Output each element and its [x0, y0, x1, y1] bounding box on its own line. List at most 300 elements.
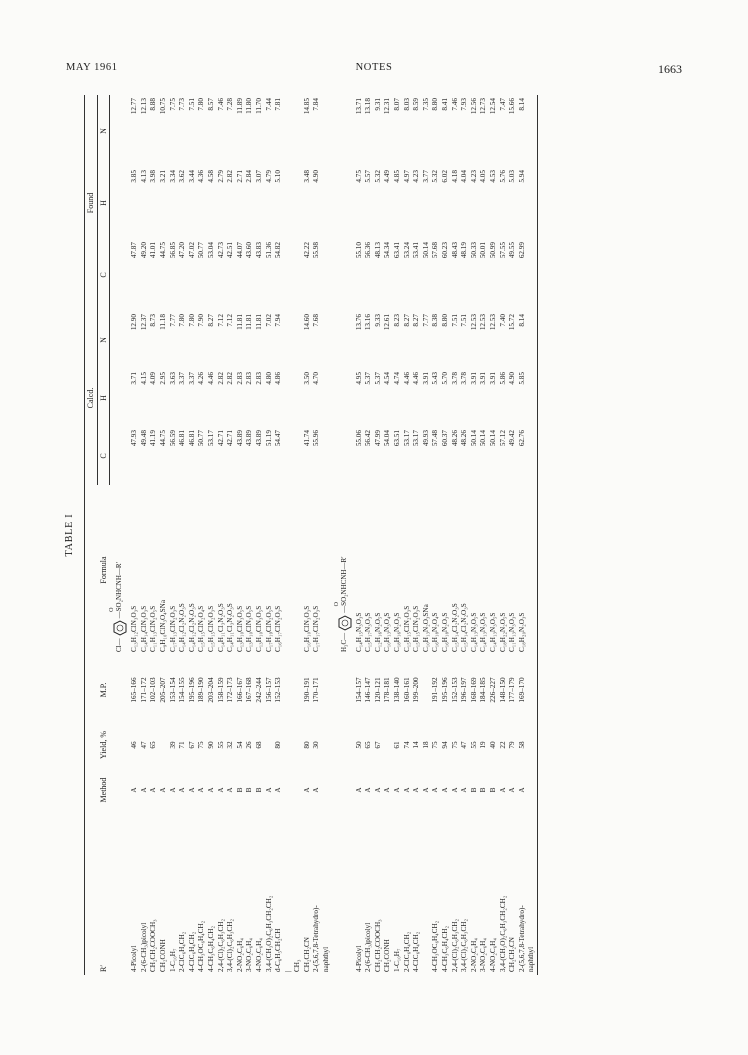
cell-cc: 62.76 [517, 430, 526, 447]
cell-ch: 4.74 [393, 372, 402, 385]
cell-fh: 3.07 [254, 170, 263, 183]
cell-r: CH₂CH₂CN [508, 937, 517, 972]
cell-yield [265, 725, 275, 765]
cell-r: 2-(5,6,7,8-Tetrahydro)- [517, 905, 526, 972]
cell-r: 2-(6-CH₃)picolyl [364, 922, 373, 972]
cell-yield: 90 [206, 741, 215, 749]
cell-cn: 8.73 [149, 314, 158, 327]
cell-formula: C₁₄H₁₂Cl₂N₂O₃S [187, 603, 196, 652]
cell-fc [284, 239, 294, 311]
cell-fc: 50.77 [197, 242, 206, 259]
cell-fc: 42.73 [216, 242, 225, 259]
cell-fn: 12.31 [383, 98, 392, 115]
cell-yield: 18 [421, 741, 430, 749]
cell-r: 4-Picolyl [130, 945, 139, 972]
cell-method: A [508, 787, 517, 793]
cell-formula: C₁₁H₁₃ClN₂O₅S [149, 605, 158, 652]
cell-ch: 2.82 [216, 372, 225, 385]
cell-fh: 3.77 [421, 170, 430, 183]
cell-r: 3,4-(CH₃O)₂C₆H₃CH₂CH₂ [498, 895, 507, 972]
cell-r: 4-ClC₆H₄CH₂ [412, 931, 421, 972]
cell-mp: 199–200 [412, 677, 421, 703]
cell-fc: 47.02 [187, 242, 196, 259]
table-row [293, 95, 303, 975]
cell-fh: 3.98 [149, 170, 158, 183]
cell-r: 4-NO₂C₆H₄ [488, 938, 497, 972]
cell-mp: 196–197 [460, 677, 469, 703]
cell-r: 3-NO₂C₆H₄ [245, 938, 254, 972]
cell-yield: 75 [197, 741, 206, 749]
cell-fc: 53.41 [412, 242, 421, 259]
cell-formula [527, 485, 537, 655]
cell-fn: 15.66 [508, 98, 517, 115]
cell-r: CH₂CONH [383, 939, 392, 972]
cell-fn: 8.41 [441, 98, 449, 111]
cell-ch [322, 369, 332, 427]
cell-fc [293, 239, 303, 311]
cell-cc: 48.26 [450, 430, 459, 447]
cell-yield: 30 [312, 741, 321, 749]
table-row [431, 95, 441, 975]
cell-cc [284, 427, 294, 485]
cell-yield: 40 [488, 741, 497, 749]
cell-formula [322, 485, 332, 655]
cell-cc: 55.06 [354, 430, 363, 447]
cell-method: A [364, 787, 373, 793]
table-row [207, 95, 217, 975]
cell-r: 1-C₁₀H₇ [168, 948, 177, 972]
structure-chain: —SO₂NHCNH—R′ [115, 561, 124, 619]
cell-formula: C₁₃H₁₂ClN₃O₃S [130, 605, 139, 652]
header-method: Method [85, 765, 110, 815]
cell-cc: 63.51 [393, 430, 402, 447]
cell-cn: 7.77 [168, 314, 177, 327]
cell-cc: 56.42 [364, 430, 373, 447]
cell-fc: 50.14 [421, 242, 430, 259]
cell-ch: 4.80 [264, 372, 273, 385]
cell-ch: 4.46 [412, 372, 421, 385]
cell-method: B [235, 787, 244, 793]
cell-fh: 4.36 [197, 170, 206, 183]
cell-mp: 184–185 [479, 677, 488, 703]
cell-method: A [264, 787, 273, 793]
cell-fc [527, 239, 537, 311]
cell-mp: 190–191 [302, 677, 311, 703]
cell-fh: 4.13 [139, 170, 148, 183]
cell-cc: 50.77 [197, 430, 206, 447]
cell-fn: 8.14 [517, 98, 526, 111]
cell-r: 4-NO₂C₆H₄ [254, 938, 263, 972]
cell-fh: 2.84 [245, 170, 254, 183]
cell-yield: 32 [226, 741, 235, 749]
page-number: 1663 [658, 62, 682, 76]
cell-cc: 47.99 [373, 430, 382, 447]
cell-method: A [312, 787, 321, 793]
cell-fc: 63.41 [393, 242, 402, 259]
cell-method: B [245, 787, 254, 793]
cell-r: CH₂CONH [158, 939, 167, 972]
cell-fn: 7.28 [226, 98, 235, 111]
cell-cn: 12.61 [383, 314, 392, 331]
cell-cn: 8.80 [441, 314, 449, 327]
cell-formula: C₁₆H₁₈N₂O₄S [431, 612, 440, 652]
cell-cc: 49.93 [421, 430, 430, 447]
cell-yield: 71 [178, 741, 187, 749]
cell-fn [284, 95, 294, 167]
cell-ch: 5.86 [498, 372, 507, 385]
cell-cc: 55.96 [312, 430, 321, 447]
header-found-n: N [97, 95, 110, 167]
cell-fc: 49.20 [139, 242, 148, 259]
table-row [441, 95, 451, 975]
table-row [422, 95, 432, 975]
cell-r: CH₃ [293, 959, 302, 972]
cell-fn: 12.73 [479, 98, 488, 115]
cell-cc: 47.93 [130, 430, 139, 447]
table-row [312, 95, 322, 975]
header-found-h: H [97, 167, 110, 239]
cell-fc: 56.85 [168, 242, 177, 259]
cell-fn: 14.85 [302, 98, 311, 115]
cell-cc: 46.81 [178, 430, 187, 447]
cell-cn: 8.27 [412, 314, 421, 327]
cell-method: A [354, 787, 363, 793]
cell-cc: 41.19 [149, 430, 158, 447]
cell-yield: 79 [508, 741, 517, 749]
cell-fc: 50.99 [488, 242, 497, 259]
cell-method: A [383, 787, 392, 793]
cell-cc: 53.17 [402, 430, 411, 447]
cell-fh: 4.58 [206, 170, 215, 183]
cell-fc: 55.98 [312, 242, 321, 259]
cell-mp: 242–244 [254, 677, 263, 703]
cell-method: A [187, 787, 196, 793]
header-calcd-n: N [97, 311, 110, 369]
cell-ch: 3.71 [130, 372, 139, 385]
cell-ch: 4.26 [197, 372, 206, 385]
cell-fh: 3.44 [187, 170, 196, 183]
cell-mp: 156–157 [264, 677, 273, 703]
cell-formula: C₁₇H₁₉ClN₂O₅S [264, 605, 273, 652]
cell-cc: 43.89 [235, 430, 244, 447]
cell-mp: 120–121 [373, 677, 382, 703]
cell-mp: 226–227 [488, 677, 497, 703]
table-row [412, 95, 422, 975]
cell-fh: 5.76 [498, 170, 507, 183]
cell-fc: 60.23 [441, 242, 449, 259]
cell-cn: 14.60 [302, 314, 311, 331]
cell-fh: 5.57 [364, 170, 373, 183]
cell-formula: C₁₅H₁₄Cl₂N₂O₃S [450, 603, 459, 652]
cell-fn: 7.73 [178, 98, 187, 111]
cell-ch: 2.95 [158, 372, 167, 385]
cell-yield: 54 [235, 741, 244, 749]
cell-cc: 57.48 [431, 430, 440, 447]
cell-ch: 3.91 [421, 372, 430, 385]
cell-fc: 41.01 [149, 242, 158, 259]
cell-fc: 48.19 [460, 242, 469, 259]
cell-fh: 5.32 [431, 170, 440, 183]
cell-cn: 8.38 [431, 314, 440, 327]
cell-fc: 57.55 [498, 242, 507, 259]
cell-formula: C₁₅H₁₅ClN₂O₄S [197, 605, 206, 652]
cell-r: 1-C₁₀H₇ [393, 948, 402, 972]
cell-method: A [393, 787, 402, 793]
cell-r: 3,4-(Cl)₂C₆H₃CH₂ [226, 919, 235, 972]
cell-r: | [283, 970, 292, 972]
cell-ch: 4.54 [383, 372, 392, 385]
table-row [149, 95, 159, 975]
cell-fh: 4.97 [402, 170, 411, 183]
cell-fh: 4.23 [412, 170, 421, 183]
cell-ch: 2.83 [245, 372, 254, 385]
cell-cn: 7.77 [421, 314, 430, 327]
cell-fn [322, 95, 332, 167]
table-row [178, 95, 188, 975]
cell-cn: 11.18 [158, 314, 167, 330]
cell-r: CH₂CH₂COOCH₃ [149, 919, 158, 972]
cell-mp: 165–166 [130, 677, 139, 703]
cell-mp: 203–204 [206, 677, 215, 703]
cell-yield: 47 [460, 741, 469, 749]
cell-ch: 3.91 [469, 372, 478, 385]
table-caption: TABLE I [64, 513, 75, 557]
cell-yield: 39 [168, 741, 177, 749]
table-row [322, 95, 332, 975]
cell-fc: 48.43 [450, 242, 459, 259]
cell-cn: 12.37 [139, 314, 148, 331]
cell-ch: 3.50 [302, 372, 311, 385]
cell-method: A [450, 787, 459, 793]
carbonyl-label: O [109, 607, 116, 612]
cell-method: A [216, 787, 225, 793]
cell-ch: 5.70 [441, 372, 449, 385]
cell-cn [322, 311, 332, 369]
cell-fn: 7.35 [421, 98, 430, 111]
cell-mp: 195–196 [187, 677, 196, 703]
cell-mp: 169–170 [517, 677, 526, 703]
cell-cn: 8.23 [393, 314, 402, 327]
cell-formula: C₁₆H₁₇ClN₂O₃S [274, 605, 283, 652]
cell-yield: 80 [302, 741, 311, 749]
cell-cn: 13.76 [354, 314, 363, 331]
cell-method: A [421, 787, 430, 793]
cell-fc: 56.36 [364, 242, 373, 259]
cell-ch: 4.86 [274, 372, 283, 385]
cell-fn: 7.81 [274, 98, 283, 111]
cell-method: A [373, 787, 382, 793]
cell-r: 2-ClC₆H₄CH₂ [402, 931, 411, 972]
cell-fn: 12.13 [139, 98, 148, 115]
cell-fh: 3.62 [178, 170, 187, 183]
cell-cn: 7.90 [197, 314, 206, 327]
cell-mp: 205–207 [158, 677, 167, 703]
cell-fh: 5.10 [274, 170, 283, 183]
cell-method: A [441, 787, 449, 793]
cell-ch: 2.83 [235, 372, 244, 385]
cell-fn: 7.47 [498, 98, 507, 111]
cell-formula: C₁₄H₁₃N₃O₅S [479, 612, 488, 652]
cell-cn [293, 311, 303, 369]
header-r: R′ [85, 815, 110, 975]
cell-formula: C₁₄H₁₂Cl₂N₂O₃S [178, 603, 187, 652]
cell-fn: 7.75 [168, 98, 177, 111]
benzene-ring-icon [113, 620, 127, 636]
cell-method [284, 765, 294, 815]
cell-fc: 54.34 [383, 242, 392, 259]
cell-mp: 189–190 [197, 677, 206, 703]
cell-mp [422, 655, 432, 725]
cell-cn: 12.53 [479, 314, 488, 331]
cell-ch: 3.78 [460, 372, 469, 385]
cell-fn [293, 95, 303, 167]
table-row [460, 95, 470, 975]
cell-yield: 55 [216, 741, 225, 749]
cell-method: A [498, 787, 507, 793]
cell-method: A [302, 787, 311, 793]
cell-method: A [158, 787, 167, 793]
table-row [255, 95, 265, 975]
cell-mp: 171–172 [139, 677, 148, 703]
cell-fh: 2.71 [235, 170, 244, 183]
cell-method: A [168, 787, 177, 793]
table-row [374, 95, 384, 975]
cell-yield [527, 725, 537, 765]
cell-r: 4-CH₃OC₆H₄CH₂ [431, 920, 440, 972]
cell-ch: 2.83 [254, 372, 263, 385]
header-calcd-h: H [97, 369, 110, 427]
cell-yield: 55 [469, 741, 478, 749]
cell-fc: 44.07 [235, 242, 244, 259]
cell-ch: 5.43 [431, 372, 440, 385]
cell-yield: 68 [254, 741, 263, 749]
table-row [508, 95, 518, 975]
cell-mp: 154–157 [354, 677, 363, 703]
cell-formula: C₁₄H₁₁Cl₃N₂O₃S [216, 603, 225, 652]
table-row [479, 95, 489, 975]
cell-cc: 42.71 [216, 430, 225, 447]
cell-fc: 55.10 [354, 242, 363, 259]
table-row [169, 95, 179, 975]
cell-fn: 7.80 [197, 98, 206, 111]
cell-cc: 50.14 [469, 430, 478, 447]
cell-fc: 50.01 [479, 242, 488, 259]
table-row [188, 95, 198, 975]
cell-fc: 53.24 [402, 242, 411, 259]
cell-fn: 11.70 [254, 98, 263, 114]
cell-cn: 7.68 [312, 314, 321, 327]
cell-cc: 42.71 [226, 430, 235, 447]
header-mp: M.P. [85, 655, 110, 725]
cell-fh: 5.32 [373, 170, 382, 183]
cell-mp [293, 655, 303, 725]
cell-method [527, 765, 537, 815]
cell-yield: 94 [441, 741, 449, 749]
header-formula: Formula [85, 485, 110, 655]
cell-r: 2-NO₂C₆H₄ [235, 938, 244, 972]
cell-yield: 80 [274, 741, 283, 749]
cell-fn: 13.18 [364, 98, 373, 115]
cell-r: 2-(6-CH₃)picolyl [139, 922, 148, 972]
cell-mp [322, 655, 332, 725]
cell-cc: 43.89 [254, 430, 263, 447]
cell-formula: C₁₄H₁₅N₃O₃S [354, 612, 363, 652]
cell-r: 4-ClC₆H₄CH₂ [187, 931, 196, 972]
cell-cc [527, 427, 537, 485]
cell-mp: 168–169 [469, 677, 478, 703]
table-row [236, 95, 246, 975]
structure-substituent: Cl— [115, 638, 124, 652]
cell-r: CH₂CH₂CN [302, 937, 311, 972]
cell-r: 4-CH₃C₆H₄CH₂ [441, 926, 449, 972]
cell-formula: C₁₅H₁₅ClN₂O₃S [402, 605, 411, 652]
cell-fc: 47.87 [130, 242, 139, 259]
cell-r: 2,4-(Cl)₂C₆H₃CH₂ [450, 919, 459, 972]
cell-fn: 8.07 [393, 98, 402, 111]
structure-chain: —SO₂NHCNH—R′ [339, 556, 348, 613]
cell-method: A [178, 787, 187, 793]
cell-fh: 4.53 [488, 170, 497, 183]
cell-fh: 6.02 [441, 170, 449, 183]
cell-fh: 4.90 [312, 170, 321, 183]
data-table [84, 95, 538, 975]
cell-ch: 5.85 [517, 372, 526, 385]
cell-method: A [460, 787, 469, 793]
cell-mp: 102–103 [149, 677, 158, 703]
cell-r: 4-CH₃OC₆H₄CH₂ [197, 920, 206, 972]
table-row [499, 95, 509, 975]
cell-fh: 4.75 [354, 170, 363, 183]
table-row [451, 95, 461, 975]
cell-mp: 166–167 [235, 677, 244, 703]
cell-r: 4-CH₃C₆H₄CH₂ [206, 926, 215, 972]
cell-r [422, 815, 432, 975]
cell-fn: 7.93 [460, 98, 469, 111]
cell-ch: 4.15 [139, 372, 148, 385]
cell-method: A [431, 787, 440, 793]
cell-fh [284, 167, 294, 239]
cell-mp: 178–181 [383, 677, 392, 703]
cell-fc: 50.33 [469, 242, 478, 259]
cell-fc: 42.22 [302, 242, 311, 259]
cell-method: A [517, 787, 526, 793]
table-row [518, 95, 528, 975]
cell-method: A [226, 787, 235, 793]
cell-formula: C₁₈H₂₀N₂O₃S [517, 612, 526, 652]
benzene-ring-icon [338, 615, 352, 631]
cell-formula: C₁₅H₁₅ClN₂O₃S [412, 605, 421, 652]
cell-mp: 191–192 [431, 677, 440, 703]
cell-fh [322, 167, 332, 239]
cell-cn: 7.51 [460, 314, 469, 327]
table-row [140, 95, 150, 975]
cell-fn: 7.44 [264, 98, 273, 111]
cell-cc: 54.04 [383, 430, 392, 447]
cell-formula: C₁₇H₁₇ClN₂O₃S [312, 605, 321, 652]
cell-yield: 61 [393, 741, 402, 749]
cell-cn: 13.16 [364, 314, 373, 331]
cell-formula: C₁₂H₁₆N₂O₅S [373, 612, 382, 652]
structure-substituent: H₃C— [339, 632, 348, 652]
cell-cn: 11.81 [254, 314, 263, 330]
cell-cn: 7.12 [216, 314, 225, 327]
cell-fh [293, 167, 303, 239]
table-row [383, 95, 393, 975]
cell-ch: 3.37 [178, 372, 187, 385]
cell-cc: 41.74 [302, 430, 311, 447]
cell-fn: 7.51 [187, 98, 196, 111]
cell-fn: 13.71 [354, 98, 363, 115]
